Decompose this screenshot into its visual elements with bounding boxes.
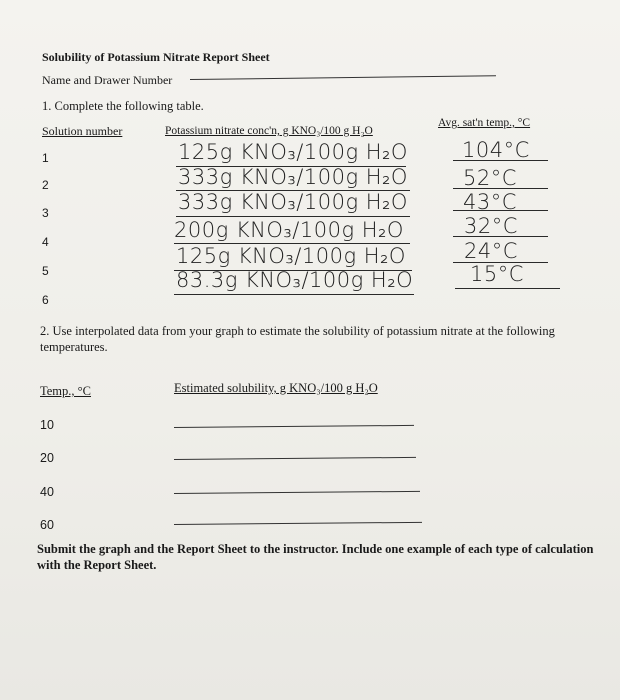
answer-line (453, 188, 548, 189)
row-number: 6 (42, 293, 49, 307)
answer-line (453, 236, 548, 237)
handwritten-temp: 43°C (463, 190, 517, 214)
row-number: 4 (42, 235, 49, 249)
question-1: 1. Complete the following table. (42, 99, 204, 113)
solubility-blank[interactable] (174, 522, 422, 525)
temp-value: 20 (40, 451, 54, 465)
header-concentration: Potassium nitrate conc'n, g KNO₃/100 g H₂O (165, 125, 373, 137)
header-temp: Temp., °C (40, 384, 91, 398)
temp-value: 60 (40, 518, 54, 532)
answer-line (174, 294, 414, 295)
handwritten-temp: 52°C (463, 166, 517, 190)
handwritten-concentration: 333g KNO₃/100g H₂O (178, 165, 408, 189)
temp-value: 10 (40, 418, 54, 432)
row-number: 3 (42, 206, 49, 220)
solubility-blank[interactable] (174, 425, 414, 428)
row-number: 5 (42, 264, 49, 278)
answer-line (455, 288, 560, 289)
name-drawer-blank[interactable] (190, 75, 496, 80)
handwritten-concentration: 333g KNO₃/100g H₂O (178, 190, 408, 214)
header-sat-temp: Avg. sat'n temp., °C (438, 117, 531, 129)
solubility-blank[interactable] (174, 457, 416, 460)
handwritten-temp: 32°C (464, 214, 518, 238)
solubility-blank[interactable] (174, 491, 420, 494)
handwritten-concentration: 200g KNO₃/100g H₂O (174, 218, 404, 242)
answer-line (453, 210, 548, 211)
submit-instructions: Submit the graph and the Report Sheet to the instructor. Include one example of each type of calculation with the Report Sheet. (37, 542, 594, 572)
answer-line (176, 216, 410, 217)
handwritten-temp: 15°C (470, 262, 524, 286)
handwritten-concentration: 125g KNO₃/100g H₂O (178, 140, 408, 164)
row-number: 2 (42, 178, 49, 192)
header-solution-number: Solution number (42, 124, 123, 138)
handwritten-concentration: 83.3g KNO₃/100g H₂O (176, 268, 414, 292)
handwritten-concentration: 125g KNO₃/100g H₂O (176, 244, 406, 268)
temp-value: 40 (40, 485, 54, 499)
name-drawer-label: Name and Drawer Number (42, 73, 173, 87)
page-title: Solubility of Potassium Nitrate Report Sheet (42, 50, 270, 64)
handwritten-temp: 24°C (464, 239, 518, 263)
question-2: 2. Use interpolated data from your graph to estimate the solubility of potassium nitrate at the following temperatures. (40, 324, 555, 354)
header-estimated-solubility: Estimated solubility, g KNO₃/100 g H₂O (174, 381, 378, 395)
answer-line (453, 160, 548, 161)
row-number: 1 (42, 151, 49, 165)
handwritten-temp: 104°C (462, 138, 530, 162)
